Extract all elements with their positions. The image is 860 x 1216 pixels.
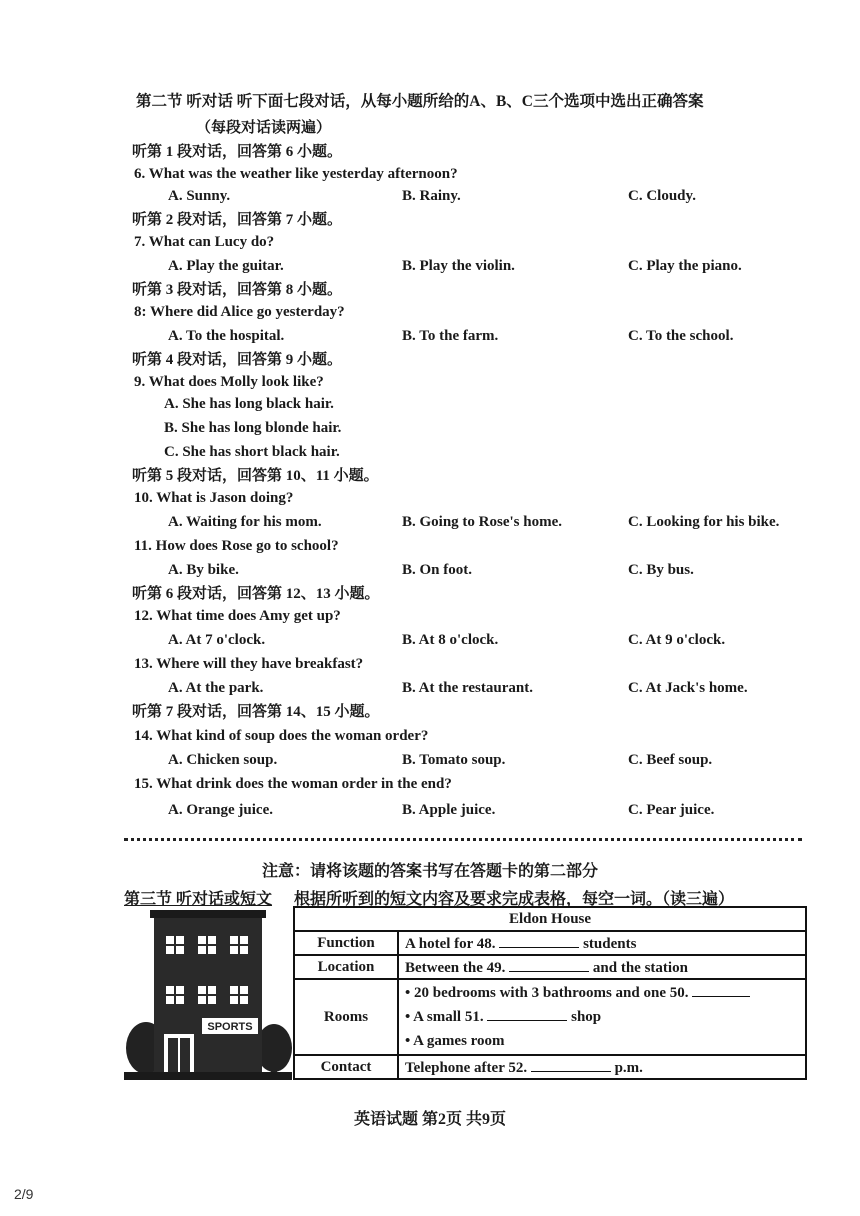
question-text: 15. What drink does the woman order in the end?: [134, 776, 452, 792]
option-b: B. Going to Rose's home.: [402, 514, 563, 530]
option-c: C. Play the piano.: [628, 258, 742, 274]
blank-48[interactable]: [499, 933, 579, 948]
option-c: C. By bus.: [628, 562, 694, 578]
option-c: C. Cloudy.: [628, 188, 696, 204]
question-text: 6. What was the weather like yesterday afternoon?: [134, 166, 458, 182]
table-header: Eldon House: [294, 907, 806, 931]
location-label: Location: [294, 955, 398, 979]
section2-heading: 第二节 听对话 听下面七段对话，从每小题所给的A、B、C三个选项中选出正确答案: [136, 93, 704, 110]
location-cell: [398, 955, 806, 979]
answer-note: 注意：请将该题的答案书写在答题卡的第二部分: [261, 863, 598, 880]
function-label: Function: [294, 931, 398, 955]
option-a: A. Orange juice.: [168, 802, 273, 818]
option-b: B. Apple juice.: [402, 802, 496, 818]
question-text: 13. Where will they have breakfast?: [134, 656, 364, 672]
question-text: 12. What time does Amy get up?: [134, 608, 341, 624]
question-text: 10. What is Jason doing?: [134, 490, 294, 506]
option-b: B. Tomato soup.: [402, 752, 506, 768]
section2-subheading: （每段对话读两遍）: [196, 120, 332, 136]
rooms-line-1: • 20 bedrooms with 3 bathrooms and one 50.: [405, 985, 689, 1001]
option-a: A. By bike.: [168, 562, 239, 578]
contact-post: p.m.: [614, 1060, 643, 1076]
option-a: A. Sunny.: [168, 188, 231, 204]
rooms-line-2-post: shop: [571, 1009, 602, 1025]
contact-text: Telephone after 52.: [405, 1060, 528, 1076]
option-item: C. She has short black hair.: [164, 444, 340, 460]
building-sign: SPORTS: [207, 1021, 253, 1033]
option-item: B. She has long blonde hair.: [164, 420, 342, 436]
option-a: A. Play the guitar.: [168, 258, 284, 274]
option-b: B. At the restaurant.: [402, 680, 533, 696]
section3-title: 第三节 听对话或短文: [124, 891, 273, 908]
blank-52[interactable]: [531, 1057, 611, 1072]
eldon-house-table: [293, 906, 807, 1080]
dialog-instruction: 听第 2 段对话，回答第 7 小题。: [132, 212, 343, 228]
option-c: C. At 9 o'clock.: [628, 632, 726, 648]
dotted-divider: [124, 832, 802, 841]
option-b: B. On foot.: [402, 562, 473, 578]
question-text: 9. What does Molly look like?: [134, 374, 324, 390]
option-c: C. To the school.: [628, 328, 734, 344]
rooms-line-3: • A games room: [405, 1033, 505, 1049]
question-text: 11. How does Rose go to school?: [134, 538, 339, 554]
function-text: A hotel for 48.: [405, 936, 496, 952]
option-b: B. At 8 o'clock.: [402, 632, 499, 648]
building-illustration: [124, 910, 292, 1080]
option-b: B. Rainy.: [402, 188, 461, 204]
question-text: 8: Where did Alice go yesterday?: [134, 304, 345, 320]
table-row-function: [294, 931, 806, 955]
blank-50[interactable]: [692, 982, 750, 997]
option-c: C. Pear juice.: [628, 802, 715, 818]
location-text: Between the 49.: [405, 960, 506, 976]
contact-cell: [398, 1055, 806, 1079]
option-item: A. She has long black hair.: [164, 396, 334, 412]
dialog-instruction: 听第 3 段对话，回答第 8 小题。: [132, 282, 343, 298]
contact-label: Contact: [294, 1055, 398, 1079]
rooms-label: Rooms: [294, 979, 398, 1055]
page-indicator: 2/9: [14, 1186, 34, 1202]
section3-instruction: 根据所听到的短文内容及要求完成表格，每空一词。（读三遍）: [294, 891, 735, 908]
table-row-location: [294, 955, 806, 979]
function-cell: [398, 931, 806, 955]
function-post: students: [583, 936, 637, 952]
option-b: B. To the farm.: [402, 328, 499, 344]
dialog-instruction: 听第 4 段对话，回答第 9 小题。: [132, 352, 343, 368]
dialog-instruction: 听第 1 段对话，回答第 6 小题。: [132, 144, 343, 160]
option-c: C. Looking for his bike.: [628, 514, 780, 530]
option-a: A. At the park.: [168, 680, 264, 696]
table-row-contact: [294, 1055, 806, 1079]
rooms-cell: [398, 979, 806, 1055]
question-text: 14. What kind of soup does the woman order?: [134, 728, 429, 744]
option-a: A. At 7 o'clock.: [168, 632, 266, 648]
option-a: A. To the hospital.: [168, 328, 285, 344]
dialog-instruction: 听第 5 段对话，回答第 10、11 小题。: [132, 468, 379, 484]
page-footer: 英语试题 第2页 共9页: [353, 1111, 506, 1128]
dialog-instruction: 听第 7 段对话，回答第 14、15 小题。: [132, 704, 380, 720]
option-a: A. Waiting for his mom.: [168, 514, 322, 530]
option-a: A. Chicken soup.: [168, 752, 278, 768]
location-post: and the station: [592, 960, 688, 976]
question-text: 7. What can Lucy do?: [134, 234, 275, 250]
blank-49[interactable]: [509, 957, 589, 972]
option-c: C. Beef soup.: [628, 752, 713, 768]
table-row-rooms: [294, 979, 806, 1055]
dialog-instruction: 听第 6 段对话，回答第 12、13 小题。: [132, 586, 380, 602]
blank-51[interactable]: [487, 1006, 567, 1021]
option-b: B. Play the violin.: [402, 258, 515, 274]
rooms-line-2: • A small 51.: [405, 1009, 484, 1025]
option-c: C. At Jack's home.: [628, 680, 748, 696]
